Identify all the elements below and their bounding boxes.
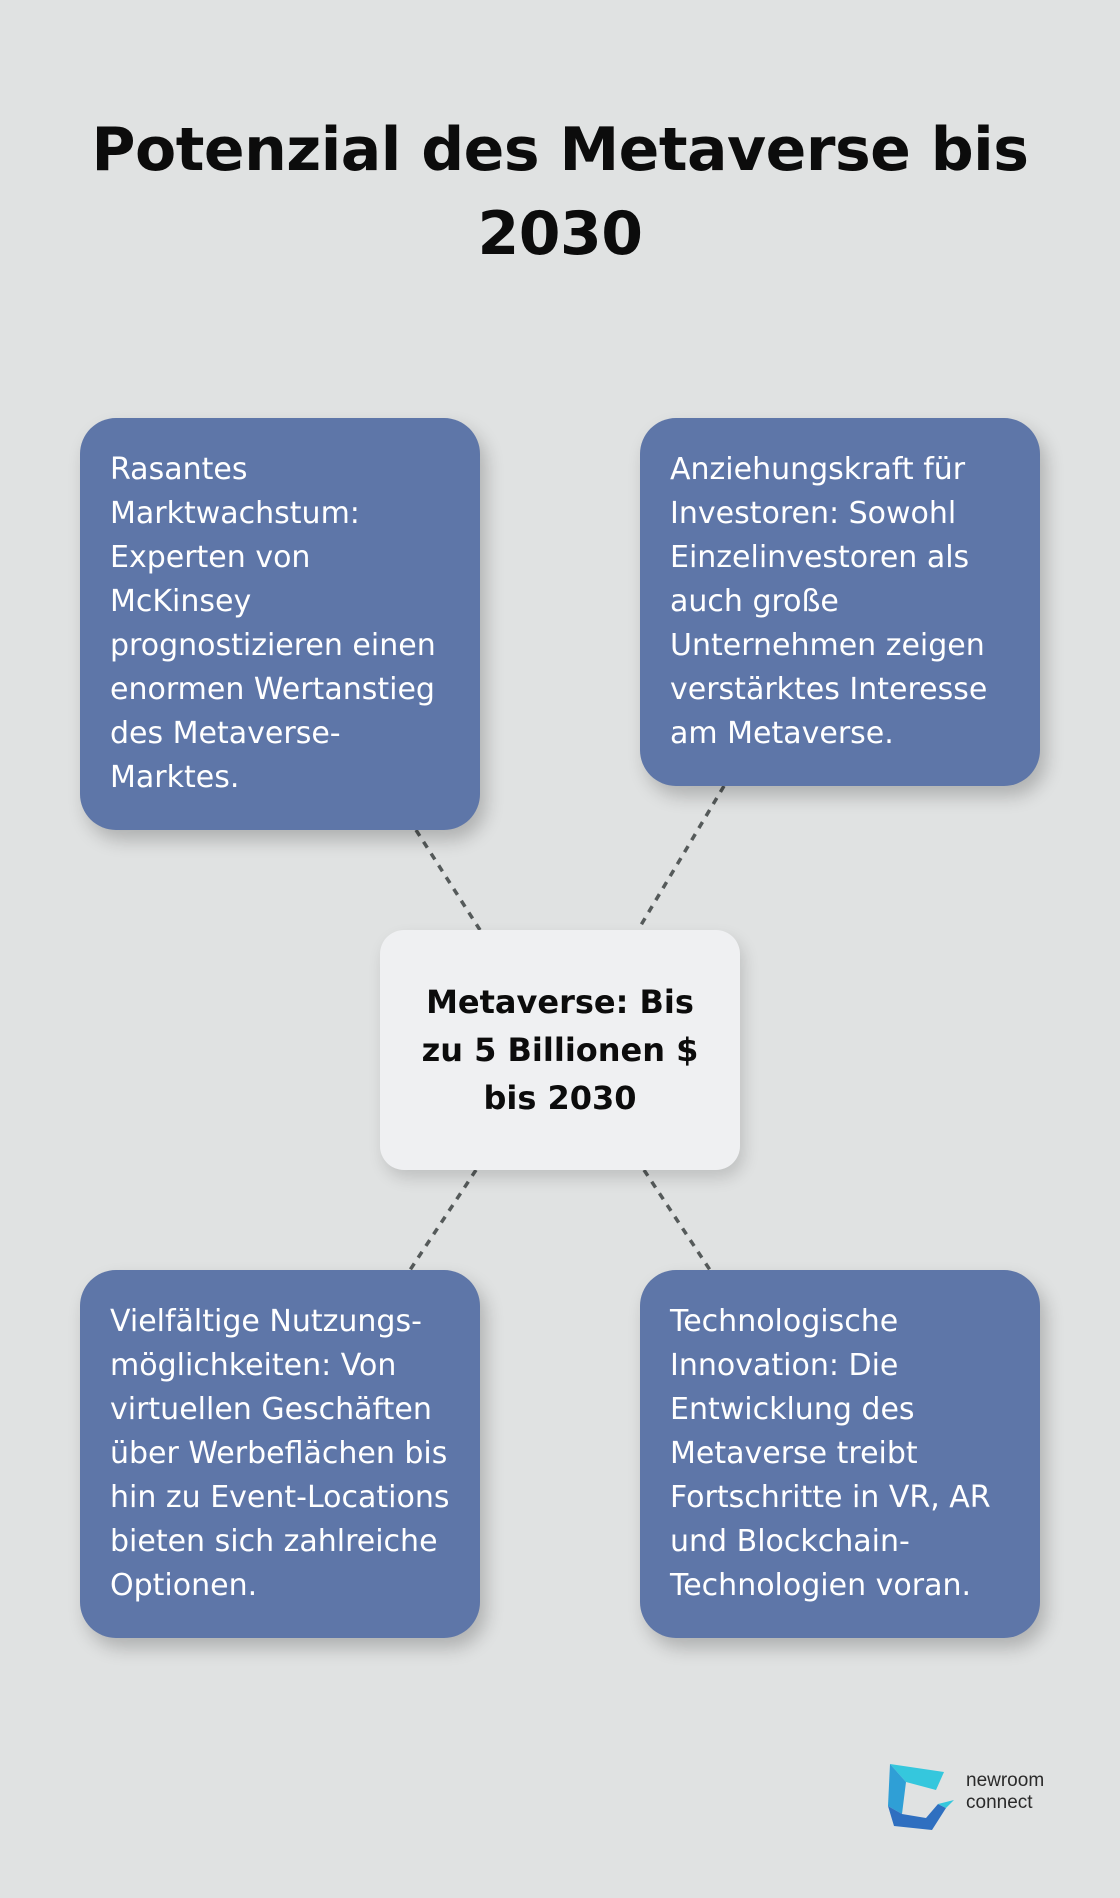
info-box-market-growth bbox=[80, 418, 480, 830]
info-box-text: Vielfältige Nutzungs-möglichkeiten: Von virtuellen Geschäften über Werbeflächen bis hin zu Event-Locations bieten sich zahlreiche Optionen. bbox=[110, 1304, 450, 1603]
info-box-investors bbox=[640, 418, 1040, 786]
connector-top-right bbox=[638, 786, 724, 930]
info-box-text: Anziehungskraft für Investoren: Sowohl Einzelinvestoren als auch große Unternehmen zeigen verstärktes Interesse am Metaverse. bbox=[670, 452, 988, 751]
logo-wordmark bbox=[966, 1770, 1044, 1814]
center-box bbox=[380, 930, 740, 1170]
center-box-text: Metaverse: Bis zu 5 Billionen $ bis 2030 bbox=[421, 983, 699, 1117]
page-title: Potenzial des Metaverse bis 2030 bbox=[91, 115, 1029, 269]
info-box-text: Technologische Innovation: Die Entwicklung des Metaverse treibt Fortschritte in VR, AR und Blockchain-Technologien voran. bbox=[670, 1304, 991, 1603]
newroom-connect-logo bbox=[886, 1760, 1066, 1834]
connector-bottom-right bbox=[644, 1170, 710, 1270]
logo-line-2: connect bbox=[966, 1792, 1033, 1813]
connector-bottom-left bbox=[410, 1170, 476, 1270]
info-box-use-cases bbox=[80, 1270, 480, 1638]
connector-top-left bbox=[416, 830, 480, 930]
info-box-technology bbox=[640, 1270, 1040, 1638]
logo-line-1: newroom bbox=[966, 1770, 1045, 1791]
info-box-text: Rasantes Marktwachstum: Experten von McKinsey prognostizieren einen enormen Wertanstieg des Metaverse-Marktes. bbox=[110, 452, 436, 795]
logo-mark-icon bbox=[886, 1760, 958, 1834]
